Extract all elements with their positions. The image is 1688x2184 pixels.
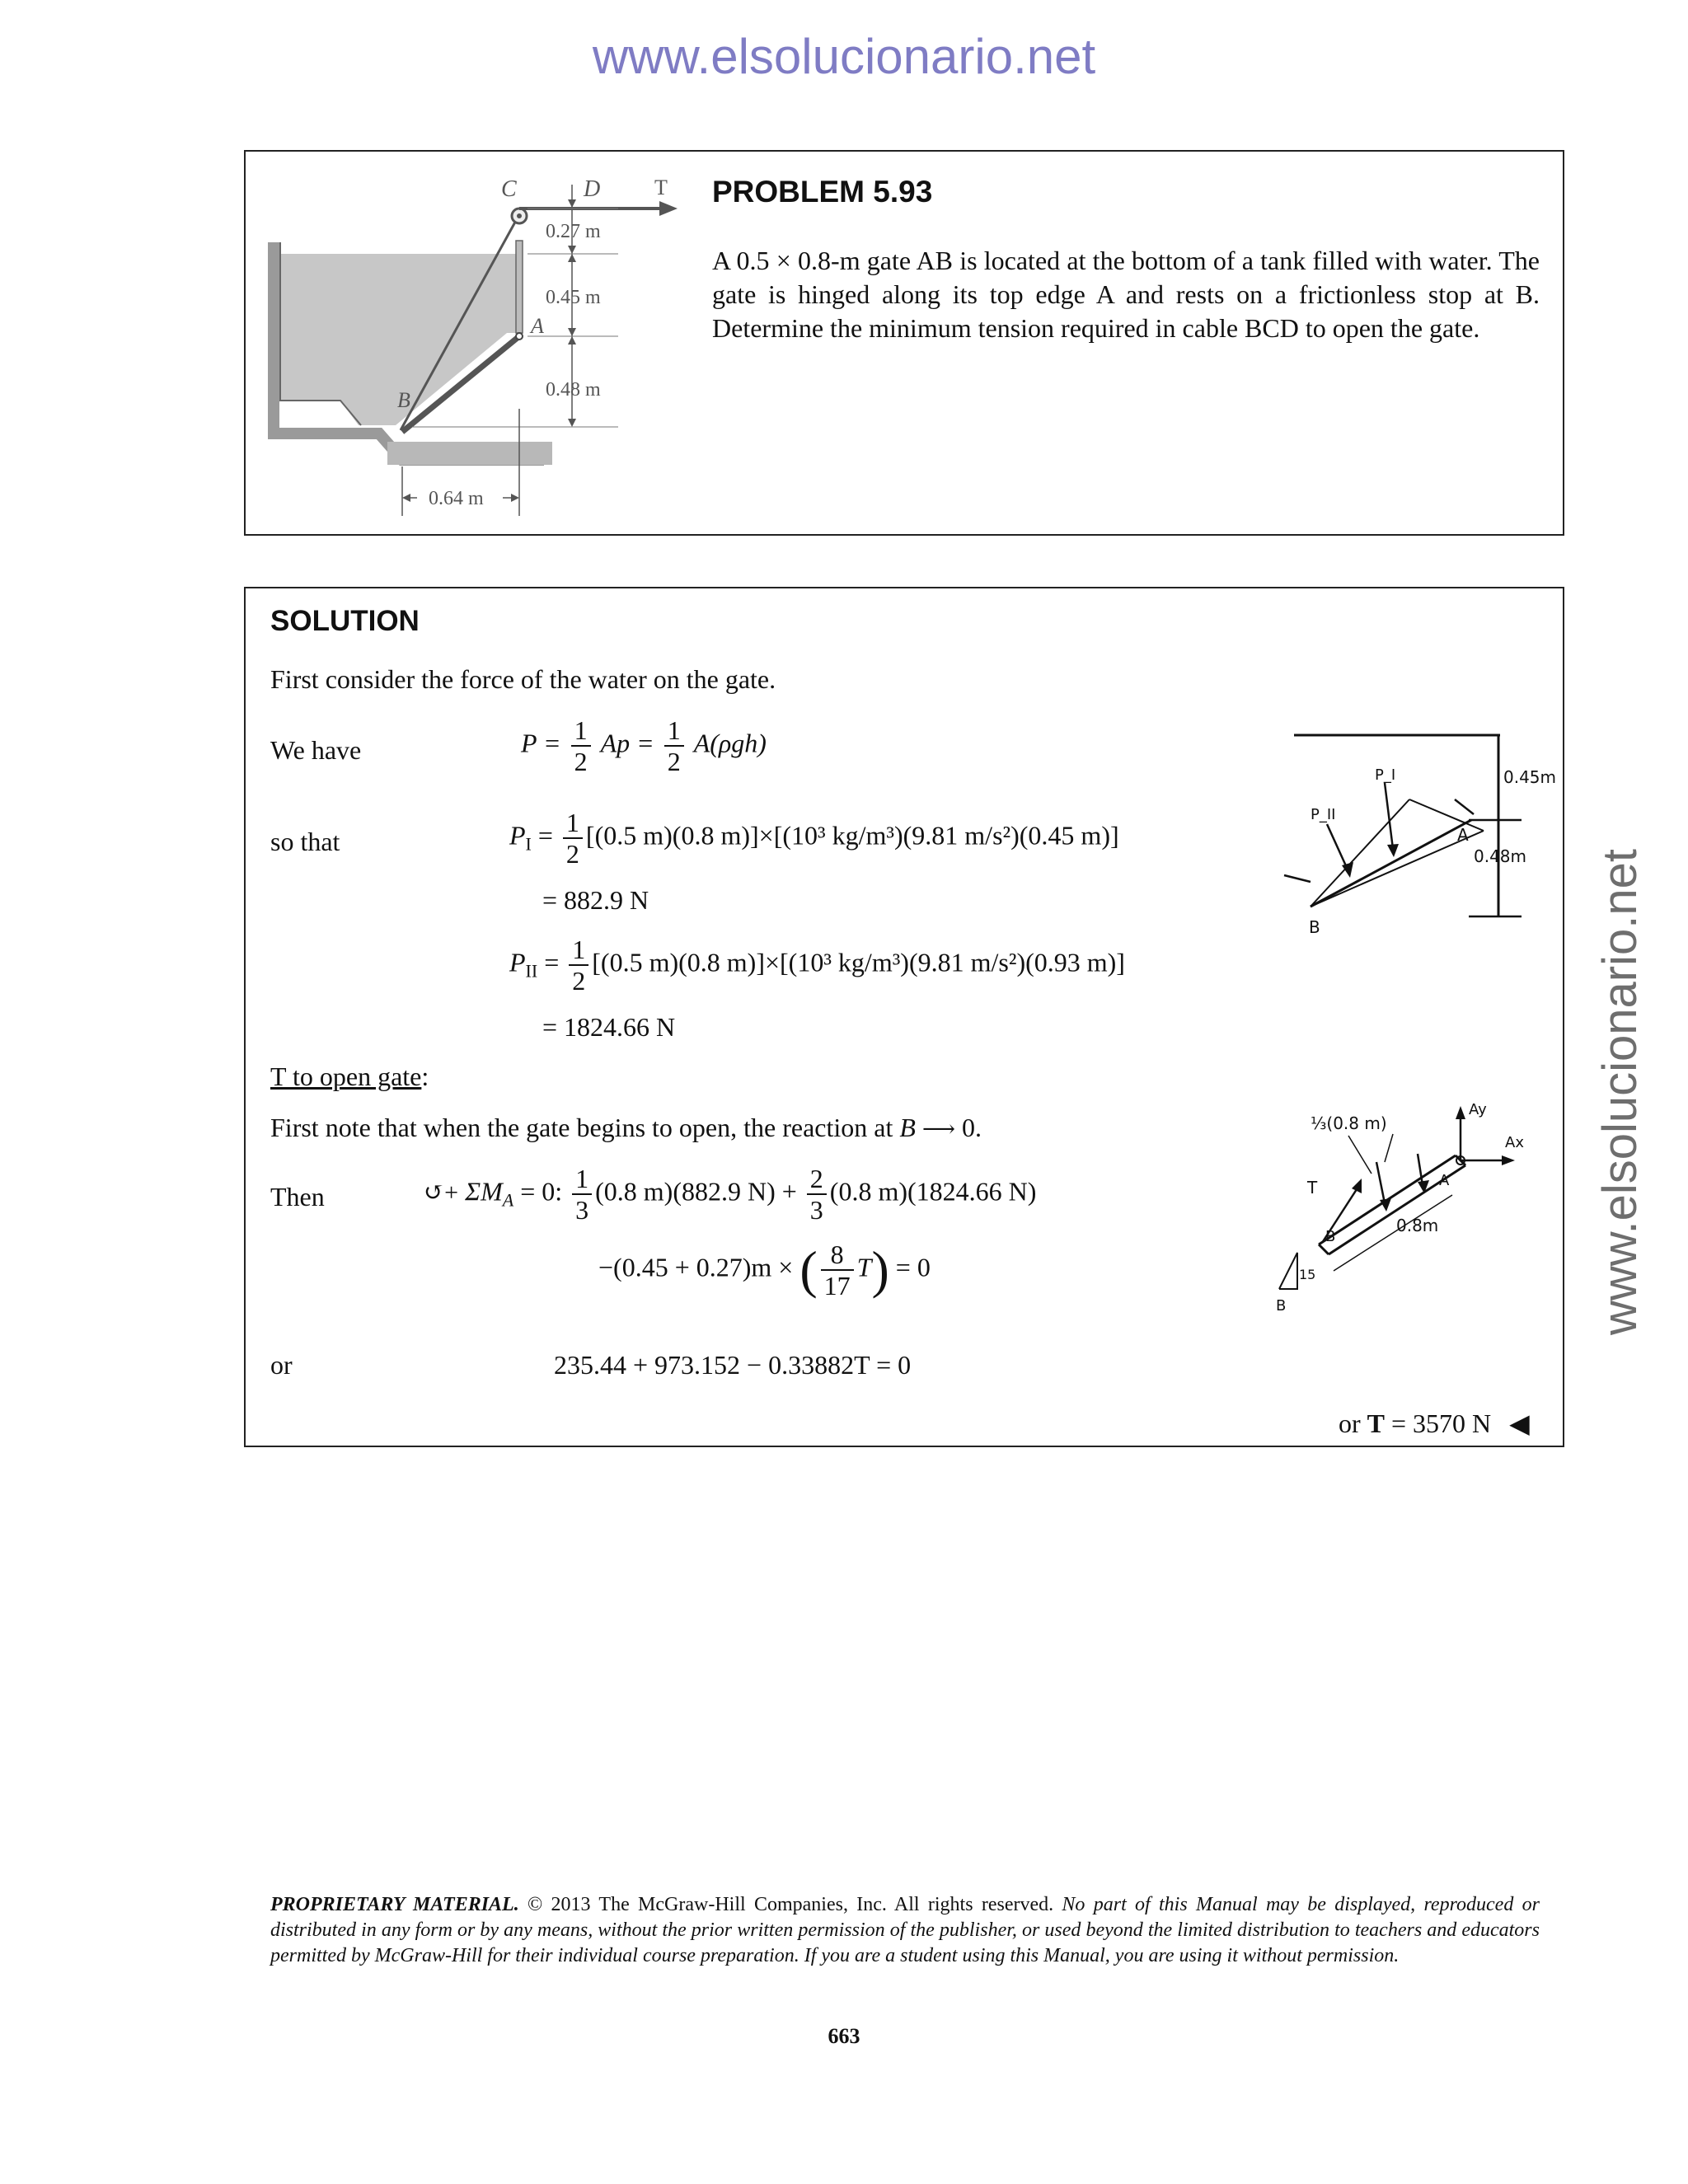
fraction-two-thirds: $\frac{2}{3}$ <box>807 1164 827 1225</box>
moment-eq: = 0: <box>520 1176 563 1207</box>
or-label: or <box>270 1350 293 1380</box>
p2-result: = 1824.66 N <box>542 1012 676 1042</box>
eq1-a: A(ρgh) <box>693 728 767 758</box>
sketch2-b: B <box>1325 1228 1336 1245</box>
sketch2-third: ⅓(0.8 m) <box>1311 1113 1387 1133</box>
sketch1-dim-045: 0.45m <box>1503 767 1557 787</box>
moment-term1: (0.8 m)(882.9 N) + <box>595 1176 797 1207</box>
moment-sub: A <box>502 1189 514 1211</box>
fig-label-t: T <box>654 176 668 199</box>
sketch1-p2: P_II <box>1311 806 1336 823</box>
solution-intro: First consider the force of the water on the gate. <box>270 664 776 694</box>
footer-plain: © 2013 The McGraw-Hill Companies, Inc. All rights reserved. <box>518 1894 1062 1915</box>
hinge-a <box>516 333 523 340</box>
fig-dim-027: 0.27 m <box>546 221 601 242</box>
moment-equation <box>424 1164 1036 1225</box>
footer-italic: No part of this Manual may be displayed, reproduced or distributed in any form or by any means, without the prior written permission of the publisher, or used beyond the limited distribution to teachers and educators permitted by McGraw-Hill for their individual course preparation. If you are a student using this Manual, you are using it without permission. <box>270 1894 1540 1966</box>
eq1-ap: Ap = <box>600 728 654 758</box>
tension-arrow <box>659 201 678 216</box>
moment-line2-end: = 0 <box>895 1252 931 1282</box>
note-pre: First note that when the gate begins to open, the reaction at <box>270 1113 893 1142</box>
arrow-right-icon: ⟶ <box>921 1117 956 1142</box>
moment-lhs: ΣM <box>465 1176 503 1207</box>
sketch2-len: 0.8m <box>1396 1216 1439 1235</box>
page-number: 663 <box>828 2024 860 2048</box>
fig-dim-045: 0.45 m <box>546 287 601 308</box>
footer-bold: PROPRIETARY MATERIAL. <box>270 1894 519 1915</box>
note-post: 0. <box>962 1113 982 1142</box>
equation-p2: $P_{II}$ = $\frac{1}{2}$ [(0.5 m)(0.8 m)]×[(10³ kg/m³)(9.81 m/s²)(0.93 m)] <box>509 935 1125 996</box>
answer-value: = 3570 N <box>1391 1408 1492 1438</box>
fig-dim-064: 0.64 m <box>429 488 484 509</box>
problem-text: A 0.5 × 0.8-m gate AB is located at the bottom of a tank filled with water. The gate is hinged along its top edge A and rests on a frictionless stop at B. Determine the minimum tension required in cable BCD to open the gate. <box>712 246 1540 343</box>
sketch1-b: B <box>1309 917 1320 937</box>
we-have-label: We have <box>270 735 362 765</box>
fraction-half: $\frac{1}{2}$ <box>571 715 591 776</box>
answer-or: or <box>1339 1408 1361 1438</box>
equation-p1: $P_I$ = $\frac{1}{2}$ [(0.5 m)(0.8 m)]×[(10³ kg/m³)(9.81 m/s²)(0.45 m)] <box>509 808 1119 869</box>
sketch1-p1: P_I <box>1375 766 1396 784</box>
equation-pressure <box>521 715 767 776</box>
fig-label-a: A <box>531 314 544 338</box>
p1-result: = 882.9 N <box>542 885 649 915</box>
note-line <box>270 1113 982 1143</box>
p2-sub: II <box>525 960 538 982</box>
p2-label: P <box>509 947 526 977</box>
fig-dim-048: 0.48 m <box>546 379 601 401</box>
footer-notice <box>270 1892 1540 1969</box>
ccw-moment-icon: ↺+ <box>424 1179 459 1207</box>
then-label: Then <box>270 1182 325 1212</box>
t-heading: T to open gate: <box>270 1062 429 1091</box>
p1-expr: [(0.5 m)(0.8 m)]×[(10³ kg/m³)(9.81 m/s²)(0.45 m)] <box>585 820 1119 851</box>
moment-line2-text: −(0.45 + 0.27)m × <box>598 1252 794 1282</box>
fbd-sketch <box>1269 1096 1541 1327</box>
p2-expr: [(0.5 m)(0.8 m)]×[(10³ kg/m³)(9.81 m/s²)(0.93 m)] <box>592 947 1125 977</box>
pressure-sketch <box>1278 717 1557 940</box>
fraction-half: $\frac{1}{2}$ <box>563 808 583 869</box>
fraction-half: $\frac{1}{2}$ <box>664 715 684 776</box>
sketch1-a: A <box>1457 825 1469 845</box>
sketch2-ay: Ay <box>1469 1101 1487 1118</box>
fig-label-c: C <box>501 176 517 202</box>
answer <box>1339 1408 1530 1439</box>
moment-term2: (0.8 m)(1824.66 N) <box>829 1176 1037 1207</box>
sketch2-ax: Ax <box>1505 1134 1524 1151</box>
watermark-side: www.elsolucionario.net <box>1593 849 1647 1335</box>
sketch2-15: 15 <box>1299 1267 1316 1282</box>
fraction-8-17: $\frac{8}{17}$ <box>821 1240 854 1301</box>
problem-figure <box>256 162 684 524</box>
p1-sub: I <box>525 833 532 855</box>
fig-label-d: D <box>584 176 601 202</box>
eq1-lhs: P = <box>521 728 561 758</box>
so-that-label: so that <box>270 827 340 856</box>
problem-title: PROBLEM 5.93 <box>712 175 933 209</box>
p1-label: P <box>509 820 526 851</box>
answer-marker-icon: ◀ <box>1509 1408 1530 1438</box>
fraction-half: $\frac{1}{2}$ <box>569 935 588 996</box>
sketch2-a: A <box>1439 1172 1450 1189</box>
sketch1-dim-048: 0.48m <box>1474 846 1527 866</box>
note-b: B <box>899 1113 916 1142</box>
moment-line2: −(0.45 + 0.27)m × ( $\frac{8}{17}$ T) = 0 <box>598 1240 931 1301</box>
final-equation: 235.44 + 973.152 − 0.33882T = 0 <box>554 1350 912 1380</box>
fig-label-b: B <box>397 388 410 412</box>
sketch2-b2: B <box>1276 1297 1287 1315</box>
t-heading-text: T to open gate <box>270 1062 422 1091</box>
moment-line2-t: T <box>856 1252 872 1282</box>
sketch2-t: T <box>1307 1178 1318 1197</box>
answer-t: T <box>1367 1408 1385 1438</box>
fraction-third: $\frac{1}{3}$ <box>572 1164 592 1225</box>
solution-title: SOLUTION <box>270 605 420 637</box>
watermark-top: www.elsolucionario.net <box>592 29 1096 84</box>
